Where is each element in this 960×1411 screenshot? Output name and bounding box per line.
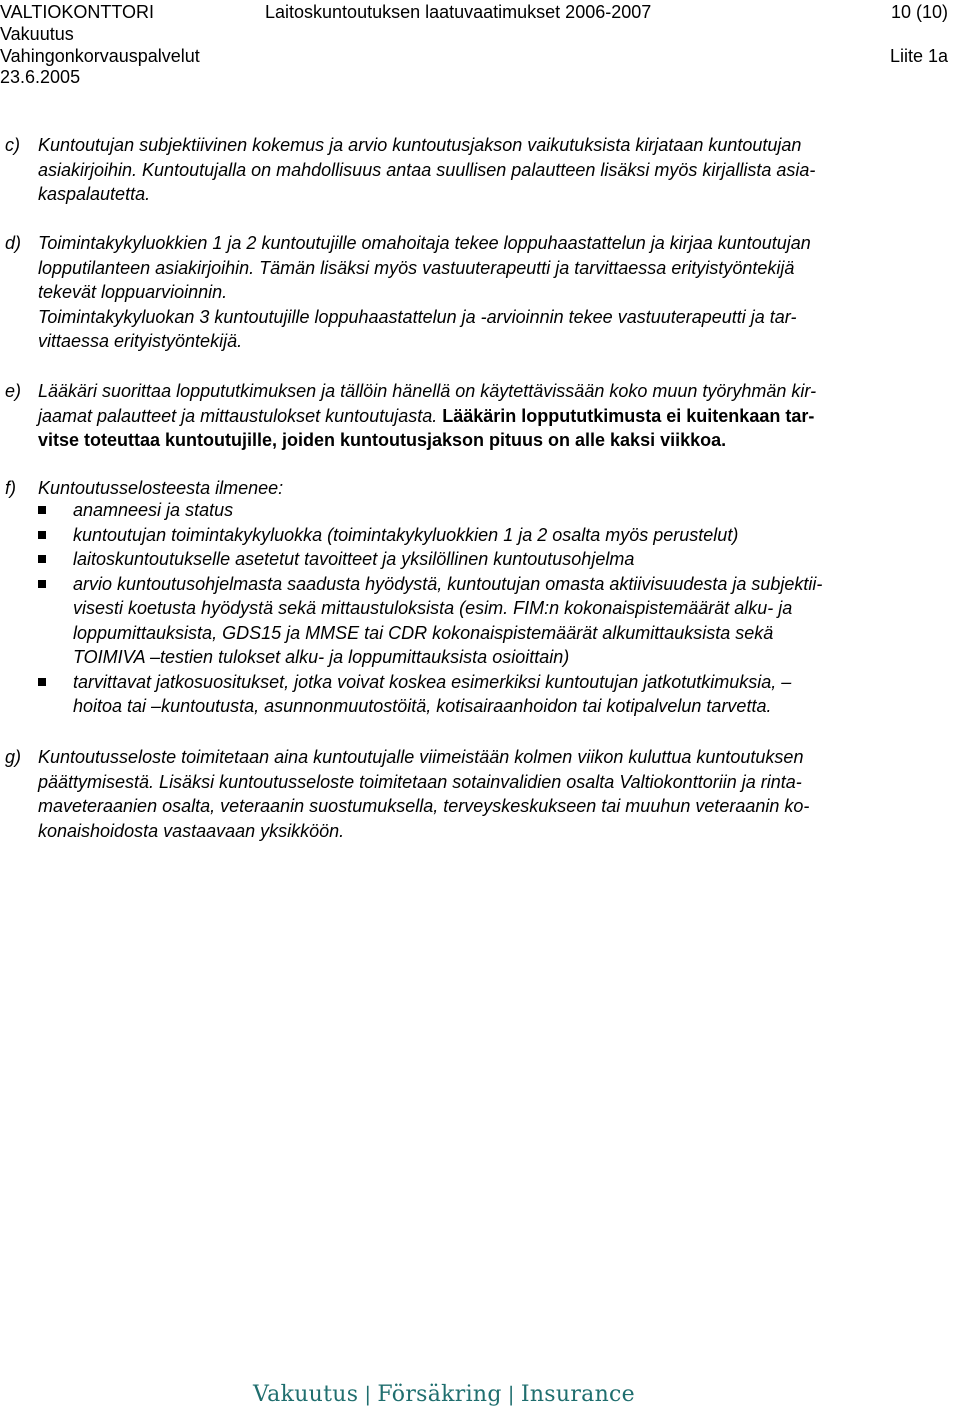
footer-logo — [253, 1382, 635, 1407]
item-c-line-1: Kuntoutujan subjektiivinen kokemus ja arvio kuntoutusjakson vaikutuksista kirjataan kuntoutujan — [38, 135, 802, 155]
item-e-bold-text-2: vitse toteuttaa kuntoutujille, joiden kuntoutusjakson pituus on alle kaksi viikkoa. — [38, 430, 727, 450]
page-number: 10 (10) — [890, 2, 948, 22]
item-e-normal-text: jaamat palautteet ja mittaustulokset kuntoutujasta. — [38, 405, 443, 426]
item-g-line-1: Kuntoutusseloste toimitetaan aina kuntoutujalle viimeistään kolmen viikon kuluttua kuntoutuksen — [38, 747, 804, 767]
square-bullet-icon — [38, 555, 46, 563]
item-e-line-1: Lääkäri suorittaa loppututkimuksen ja tällöin hänellä on käytettävissään koko muun työryhmän kir- — [38, 381, 817, 401]
header-unit: Vahingonkorvauspalvelut — [0, 46, 200, 66]
list-item-text: tarvittavat jatkosuositukset, jotka voivat koskea esimerkiksi kuntoutujan jatkotutkimuksia, – — [73, 671, 792, 692]
list-item-text: laitoskuntoutukselle asetetut tavoitteet ja yksilöllinen kuntoutusohjelma — [73, 549, 635, 569]
logo-separator: | — [507, 1382, 515, 1406]
list-item-text: kuntoutujan toimintakykyluokka (toimintakykyluokkien 1 ja 2 osalta myös perustelut) — [73, 524, 739, 545]
item-e-line-2 — [38, 404, 814, 429]
attachment-label: Liite 1a — [889, 46, 948, 66]
item-f — [0, 476, 960, 498]
item-f-label: f) — [5, 478, 16, 498]
item-d-line-5: vittaessa erityistyöntekijä. — [38, 331, 243, 351]
logo-text-sv: Försäkring — [377, 1382, 502, 1407]
square-bullet-icon — [38, 531, 46, 539]
item-d-line-1: Toimintakykyluokkien 1 ja 2 kuntoutujille omahoitaja tekee loppuhaastattelun ja kirjaa kuntoutujan — [38, 233, 811, 253]
list-item-text: arvio kuntoutusohjelmasta saadusta hyödystä, kuntoutujan omasta aktiivisuudesta ja subjektii- — [73, 573, 823, 594]
square-bullet-icon — [38, 506, 46, 514]
list-item-text: anamneesi ja status — [73, 500, 234, 520]
item-d-line-2: lopputilanteen asiakirjoihin. Tämän lisäksi myös vastuuterapeutti ja tarvittaessa erityistyöntekijä — [38, 257, 795, 278]
document-title: Laitoskuntoutuksen laatuvaatimukset 2006-2007 — [265, 2, 652, 22]
item-g-line-2: päättymisestä. Lisäksi kuntoutusseloste toimitetaan sotainvalidien osalta Valtiokonttoriin ja rinta- — [38, 771, 802, 792]
item-g-line-4: konaishoidosta vastaavaan yksikköön. — [38, 820, 345, 841]
list-item-text: loppumittauksista, GDS15 ja MMSE tai CDR kokonaispistemäärät alkumittauksista sekä — [73, 622, 774, 643]
item-c-label: c) — [5, 135, 20, 155]
logo-separator: | — [364, 1382, 372, 1406]
item-c-line-3: kaspalautetta. — [38, 184, 151, 204]
list-item-text: hoitoa tai –kuntoutusta, asunnonmuutostöitä, kotisairaanhoidon tai kotipalvelun tarvetta. — [73, 696, 772, 716]
item-f-intro: Kuntoutusselosteesta ilmenee: — [38, 478, 284, 498]
square-bullet-icon — [38, 580, 46, 588]
item-d-line-4: Toimintakykyluokan 3 kuntoutujille loppuhaastattelun ja -arvioinnin tekee vastuuterapeutti ja tar- — [38, 306, 797, 327]
square-bullet-icon — [38, 678, 46, 686]
item-g-line-3: maveteraanien osalta, veteraanin suostumuksella, terveyskeskukseen tai muuhun veteraanin ko- — [38, 796, 810, 816]
header-date: 23.6.2005 — [0, 67, 81, 87]
item-d-line-3: tekevät loppuarvioinnin. — [38, 282, 228, 302]
item-e-label: e) — [5, 381, 22, 401]
item-g — [0, 745, 960, 845]
item-d-label: d) — [5, 233, 22, 253]
header-org: VALTIOKONTTORI — [0, 2, 155, 22]
item-c-line-2: asiakirjoihin. Kuntoutujalla on mahdollisuus antaa suullisen palautteen lisäksi myös kirjallista asia- — [38, 159, 816, 180]
item-c — [0, 133, 960, 213]
logo-text-en: Insurance — [520, 1382, 635, 1407]
list-item-text: TOIMIVA –testien tulokset alku- ja loppumittauksista osioittain) — [73, 647, 570, 667]
list-item-text: visesti koetusta hyödystä sekä mittaustuloksista (esim. FIM:n kokonaispistemäärät alku- ja — [73, 598, 793, 618]
header-dept: Vakuutus — [0, 24, 74, 44]
item-g-label: g) — [5, 747, 22, 767]
logo-text-fi: Vakuutus — [253, 1382, 359, 1407]
item-d — [0, 231, 960, 356]
item-e-bold-text-1: Lääkärin loppututkimusta ei kuitenkaan tar- — [442, 405, 815, 426]
item-e — [0, 379, 960, 455]
item-c-text — [0, 133, 958, 158]
